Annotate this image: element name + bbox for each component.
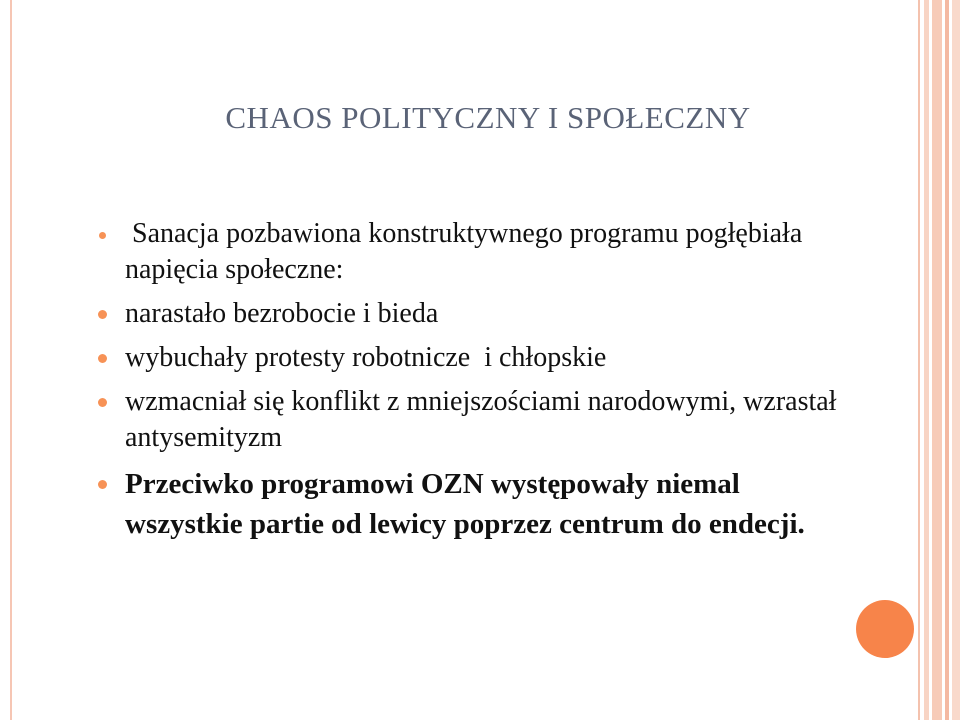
bullet-dot-icon xyxy=(98,398,107,407)
bullet-item xyxy=(96,216,856,288)
bullet-text: wybuchały protesty robotnicze i chłopskie xyxy=(125,342,607,373)
bullet-dot-icon xyxy=(99,232,106,239)
bullet-item xyxy=(96,340,856,376)
bullet-item xyxy=(96,296,856,332)
bullet-item-emphasis xyxy=(96,464,856,544)
bullet-dot-icon xyxy=(98,480,107,489)
bullet-text: wzmacniał się konflikt z mniejszościami narodowymi, wzrastał antysemityzm xyxy=(125,386,837,453)
bullet-list xyxy=(96,216,856,552)
decorative-circle xyxy=(856,600,914,658)
bullet-dot-icon xyxy=(98,310,107,319)
bullet-text: Sanacja pozbawiona konstruktywnego programu pogłębiała napięcia społeczne: xyxy=(125,218,810,285)
bullet-dot-icon xyxy=(98,354,107,363)
bullet-text: narastało bezrobocie i bieda xyxy=(125,298,439,329)
bullet-text: Przeciwko programowi OZN występowały niemal wszystkie partie od lewicy poprzez centrum do endecji. xyxy=(125,468,805,540)
bullet-item xyxy=(96,384,856,456)
slide-title: CHAOS POLITYCZNY I SPOŁECZNY xyxy=(225,100,751,135)
